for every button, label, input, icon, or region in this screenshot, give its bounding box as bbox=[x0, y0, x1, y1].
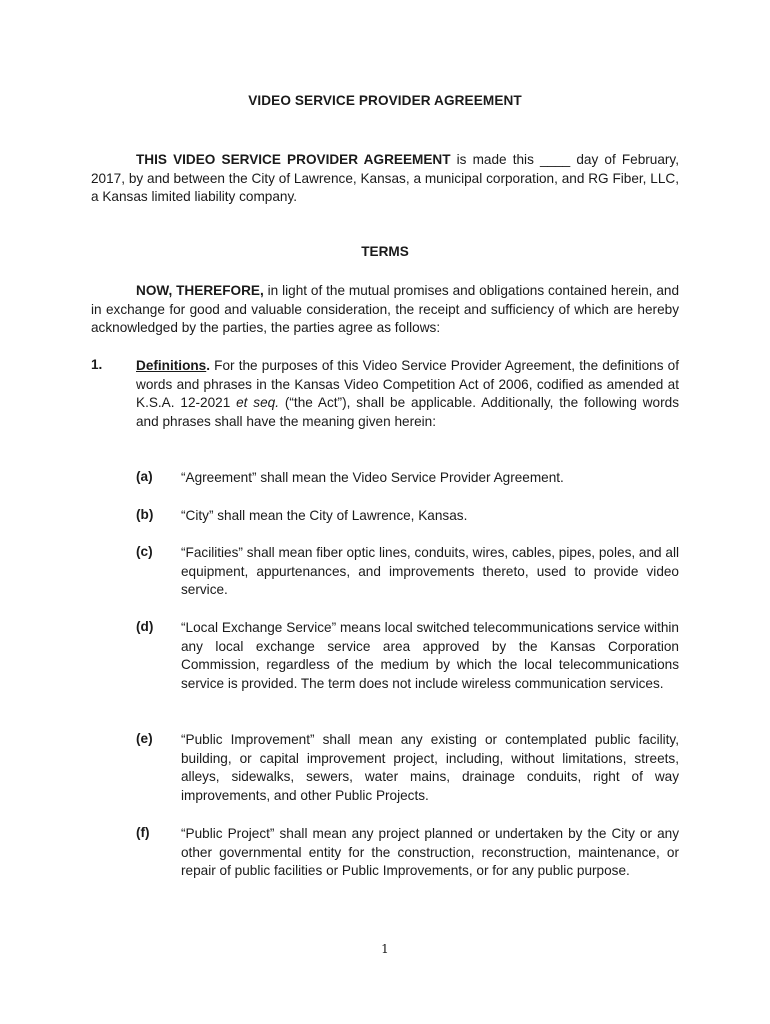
section-italic-term: et seq. bbox=[236, 395, 280, 411]
definition-text: “City” shall mean the City of Lawrence, Kansas. bbox=[181, 508, 468, 523]
now-text: in light of the mutual promises and obligations contained herein, and in exchange for good and valuable consideration, the receipt and sufficiency of which are hereby acknowledged by the parties, the parties agree as follows: bbox=[91, 283, 679, 336]
terms-heading: TERMS bbox=[361, 244, 409, 259]
section-number: 1. bbox=[91, 357, 103, 372]
now-lead: NOW, THEREFORE, bbox=[136, 283, 264, 298]
section-definitions-body bbox=[136, 357, 679, 432]
definition-label: (b) bbox=[136, 507, 154, 522]
intro-lead: THIS VIDEO SERVICE PROVIDER AGREEMENT bbox=[136, 152, 451, 167]
now-therefore-paragraph bbox=[91, 282, 679, 338]
section-text-before: For the purposes of this Video Service Provider Agreement, the definitions of words and phrases in the Kansas Video Competition Act of 2006, codified as amended at K.S.A. 12-2021 bbox=[136, 358, 679, 411]
section-heading-period: . bbox=[206, 358, 211, 373]
document-title: VIDEO SERVICE PROVIDER AGREEMENT bbox=[248, 93, 522, 108]
page-number: 1 bbox=[381, 942, 389, 956]
definition-label: (d) bbox=[136, 619, 154, 634]
definition-text: “Public Improvement” shall mean any existing or contemplated public facility, building, or capital improvement project, including, without limitations, streets, alleys, sidewalks, sewers, water mains, drainage conduits, right of way improvements, and other Public Projects. bbox=[181, 732, 679, 804]
definition-text: “Public Project” shall mean any project planned or undertaken by the City or any other governmental entity for the construction, reconstruction, maintenance, or repair of public facilities or Public Improvements, or for any public purpose. bbox=[181, 826, 679, 879]
definition-text: “Local Exchange Service” means local switched telecommunications service within any local exchange service area approved by the Kansas Corporation Commission, regardless of the medium by which the local telecommunications service is provided. The term does not include wireless communication services. bbox=[181, 620, 679, 692]
definition-label: (a) bbox=[136, 469, 153, 484]
definition-label: (e) bbox=[136, 731, 153, 746]
definition-label: (f) bbox=[136, 825, 150, 840]
section-heading: Definitions bbox=[136, 358, 207, 373]
definition-label: (c) bbox=[136, 544, 153, 559]
intro-paragraph bbox=[91, 151, 679, 207]
definition-text: “Facilities” shall mean fiber optic lines, conduits, wires, cables, pipes, poles, and all equipment, appurtenances, and improvements thereto, used to provide video service. bbox=[181, 545, 679, 598]
intro-text: is made this ____ day of February, 2017, by and between the City of Lawrence, Kansas, a municipal corporation, and RG Fiber, LLC, a Kansas limited liability company. bbox=[91, 152, 679, 205]
definition-text: “Agreement” shall mean the Video Service Provider Agreement. bbox=[181, 470, 564, 485]
section-text-after: (“the Act”), shall be applicable. Additionally, the following words and phrases shall have the meaning given herein: bbox=[136, 395, 679, 430]
